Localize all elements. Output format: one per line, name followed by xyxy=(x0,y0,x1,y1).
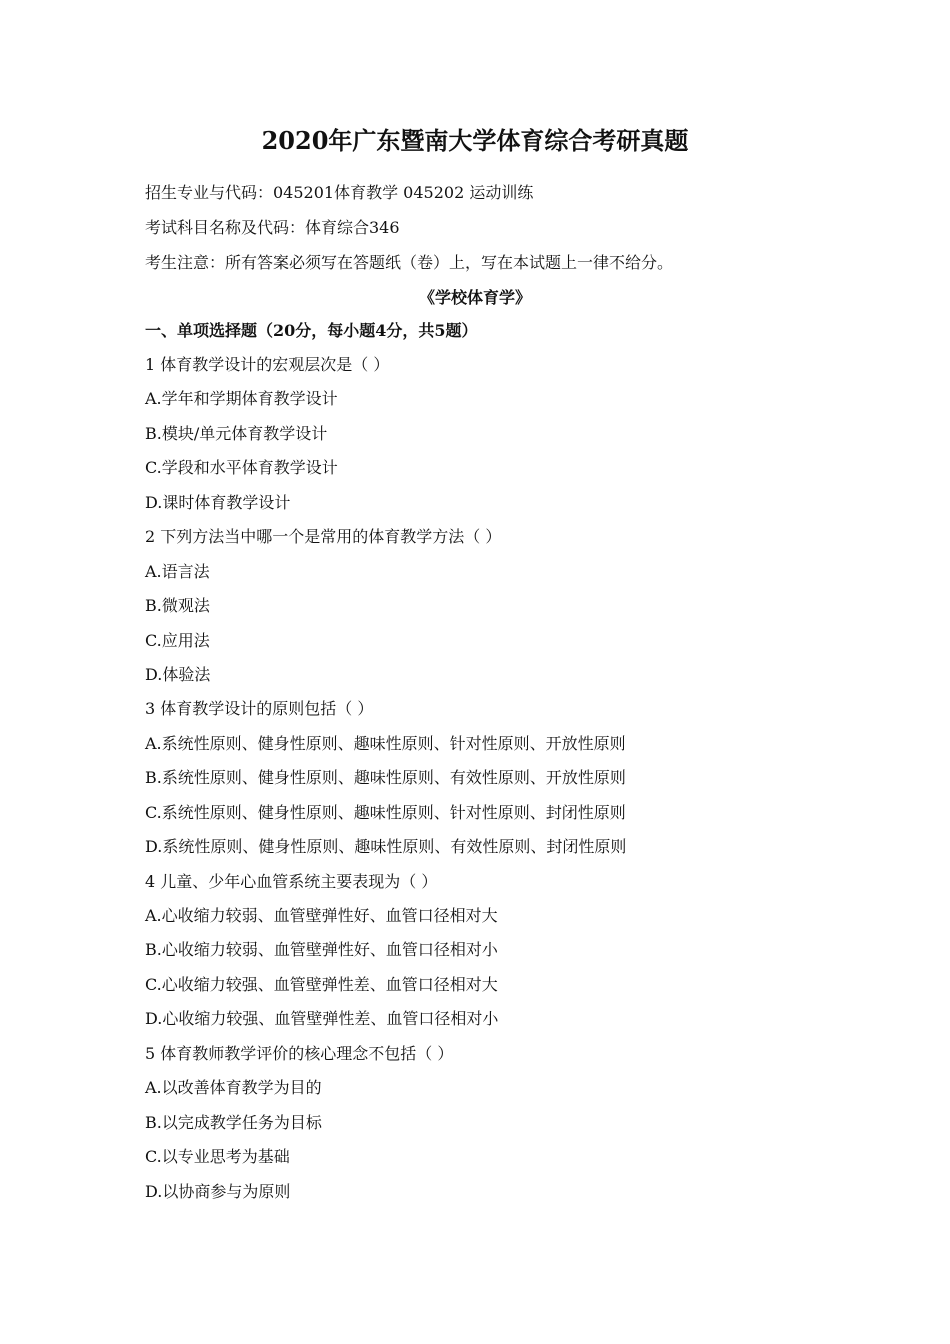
exam-notice: 考生注意：所有答案必须写在答题纸（卷）上，写在本试题上一律不给分。 xyxy=(145,253,674,272)
page-title: 2020年广东暨南大学体育综合考研真题 xyxy=(261,126,689,155)
question-option: A.以改善体育教学为目的 xyxy=(145,1078,322,1098)
question-option: B.模块/单元体育教学设计 xyxy=(145,423,328,443)
question-option: A.学年和学期体育教学设计 xyxy=(145,389,338,409)
question-option: D.体验法 xyxy=(145,664,211,684)
question-stem: 3 体育教学设计的原则包括（ ） xyxy=(145,699,374,719)
question-option: D.系统性原则、健身性原则、趣味性原则、有效性原则、封闭性原则 xyxy=(145,837,627,857)
question-stem: 2 下列方法当中哪一个是常用的体育教学方法（ ） xyxy=(145,527,502,547)
question-stem: 4 儿童、少年心血管系统主要表现为（ ） xyxy=(145,871,438,891)
question-option: A.系统性原则、健身性原则、趣味性原则、针对性原则、开放性原则 xyxy=(145,733,626,753)
question-option: C.应用法 xyxy=(145,630,210,650)
question-stem: 5 体育教师教学评价的核心理念不包括（ ） xyxy=(145,1043,454,1063)
question-option: C.心收缩力较强、血管壁弹性差、血管口径相对大 xyxy=(145,974,498,994)
question-option: B.心收缩力较弱、血管壁弹性好、血管口径相对小 xyxy=(145,940,498,960)
part-heading: 一、单项选择题（20分，每小题4分，共5题） xyxy=(145,321,478,340)
question-option: D.课时体育教学设计 xyxy=(145,492,291,512)
question-option: A.心收缩力较弱、血管壁弹性好、血管口径相对大 xyxy=(145,906,498,925)
question-list xyxy=(145,355,845,1216)
question-option: D.以协商参与为原则 xyxy=(145,1181,291,1201)
major-code-line: 招生专业与代码：045201体育教学 045202 运动训练 xyxy=(145,183,534,202)
question-option: B.以完成教学任务为目标 xyxy=(145,1112,322,1132)
section-title: 《学校体育学》 xyxy=(418,288,531,307)
question-option: B.系统性原则、健身性原则、趣味性原则、有效性原则、开放性原则 xyxy=(145,768,626,788)
question-option: C.以专业思考为基础 xyxy=(145,1147,290,1167)
subject-code-line: 考试科目名称及代码：体育综合346 xyxy=(145,218,400,237)
question-option: C.系统性原则、健身性原则、趣味性原则、针对性原则、封闭性原则 xyxy=(145,802,626,822)
question-option: C.学段和水平体育教学设计 xyxy=(145,458,338,478)
question-option: B.微观法 xyxy=(145,596,210,616)
question-stem: 1 体育教学设计的宏观层次是（ ） xyxy=(145,355,390,374)
question-option: D.心收缩力较强、血管壁弹性差、血管口径相对小 xyxy=(145,1009,499,1029)
question-option: A.语言法 xyxy=(145,561,210,581)
